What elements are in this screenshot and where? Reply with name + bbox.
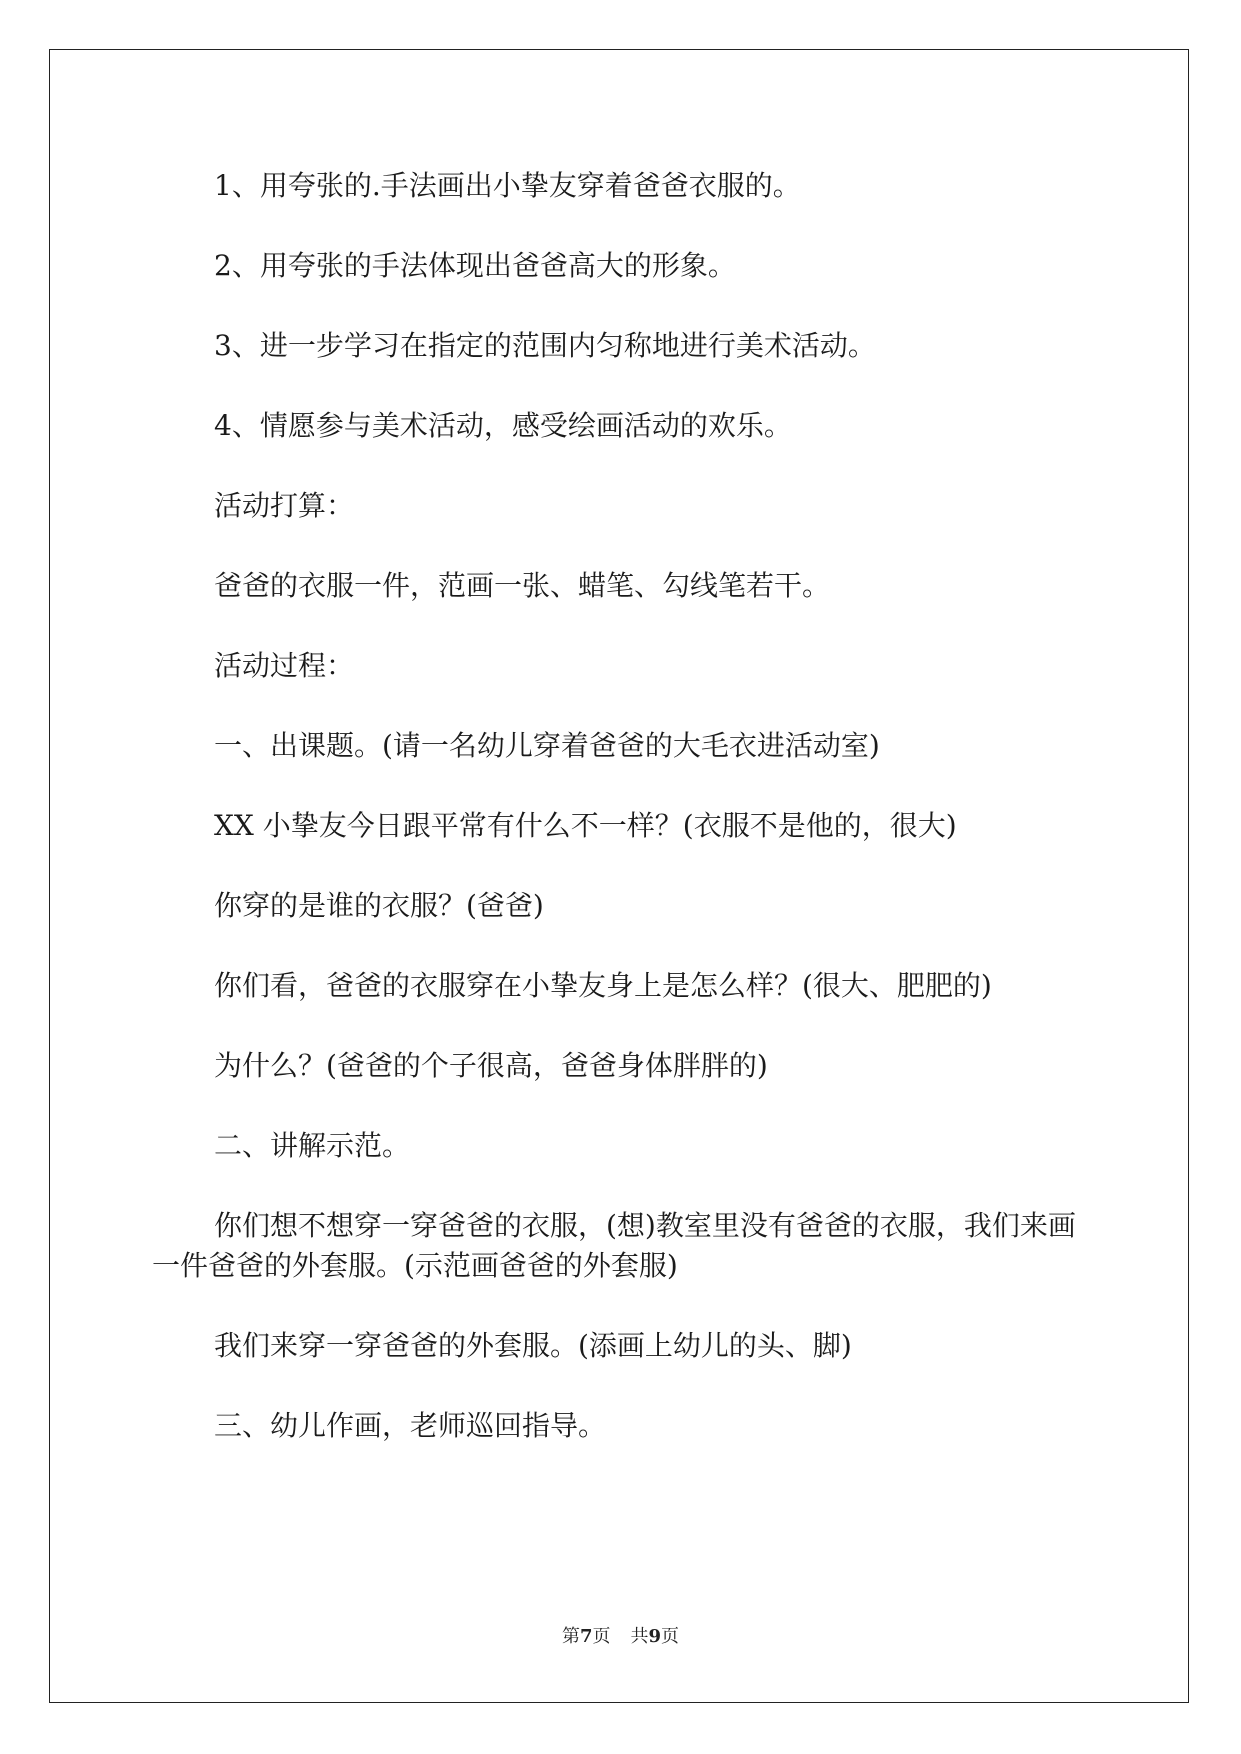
paragraph-goal-4: 4、情愿参与美术活动，感受绘画活动的欢乐。 (214, 409, 792, 442)
paragraph-question-4: 为什么？(爸爸的个子很高，爸爸身体胖胖的) (214, 1049, 768, 1082)
footer-total-suffix: 页 (661, 1626, 680, 1647)
paragraph-goal-2: 2、用夸张的手法体现出爸爸高大的形象。 (214, 249, 736, 282)
paragraph-step-2: 二、讲解示范。 (214, 1129, 411, 1162)
paragraph-goal-1: 1、用夸张的.手法画出小挚友穿着爸爸衣服的。 (214, 169, 801, 202)
footer-total-prefix: 共 (630, 1626, 649, 1647)
footer-page-current: 7 (579, 1626, 593, 1647)
document-body (152, 166, 1092, 1486)
page-footer (0, 1622, 1241, 1648)
paragraph-step-1: 一、出课题。(请一名幼儿穿着爸爸的大毛衣进活动室) (214, 729, 880, 762)
paragraph-process-heading: 活动过程： (214, 649, 355, 682)
paragraph-question-1: XX 小挚友今日跟平常有什么不一样？(衣服不是他的，很大) (214, 809, 957, 842)
paragraph-question-2: 你穿的是谁的衣服？(爸爸) (214, 889, 544, 922)
footer-page-mid: 页 (592, 1626, 611, 1647)
paragraph-goal-3: 3、进一步学习在指定的范围内匀称地进行美术活动。 (214, 329, 876, 362)
footer-page-total: 9 (648, 1626, 662, 1647)
paragraph-question-3: 你们看，爸爸的衣服穿在小挚友身上是怎么样？(很大、肥肥的) (214, 969, 992, 1002)
paragraph-preparation: 爸爸的衣服一件，范画一张、蜡笔、勾线笔若干。 (214, 569, 831, 602)
paragraph-demo-2: 我们来穿一穿爸爸的外套服。(添画上幼儿的头、脚) (214, 1329, 852, 1362)
paragraph-demo: 你们想不想穿一穿爸爸的衣服，(想)教室里没有爸爸的衣服，我们来画一件爸爸的外套服。(示范画爸爸的外套服) (152, 1209, 1076, 1282)
paragraph-preparation-heading: 活动打算： (214, 489, 355, 522)
footer-page-prefix: 第 (561, 1626, 580, 1647)
paragraph-step-3: 三、幼儿作画，老师巡回指导。 (214, 1409, 607, 1442)
